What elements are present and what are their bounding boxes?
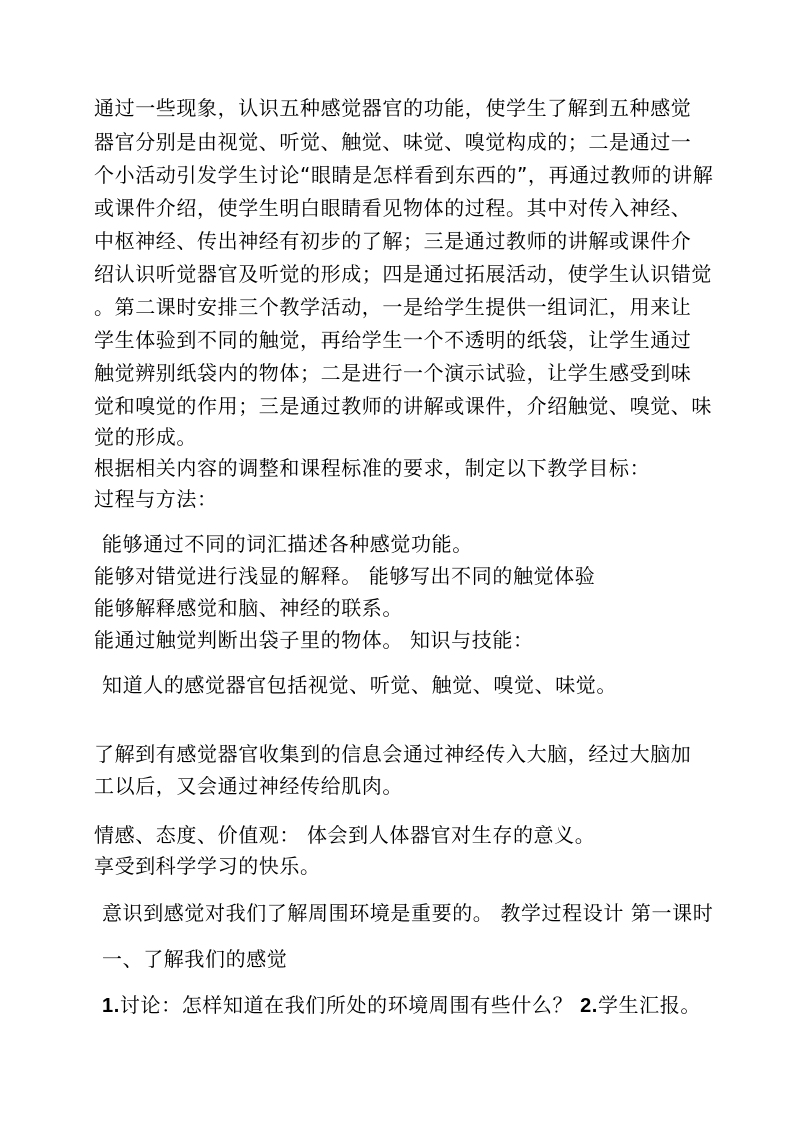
paragraph-2-line-2: 工以后，又会通过神经传给肌肉。 — [94, 774, 403, 798]
emotion-line: 情感、态度、价值观： 体会到人体器官对生存的意义。 — [94, 823, 596, 847]
process-item-3: 能够解释感觉和脑、神经的联系。 — [94, 596, 403, 620]
step-1-text: 讨论：怎样知道在我们所处的环境周围有些什么？ — [119, 993, 581, 1017]
paragraph-2-line-1: 了解到有感觉器官收集到的信息会通过神经传入大脑，经过大脑加 — [94, 742, 692, 766]
paragraph-1-line-6: 绍认识听觉器官及听觉的形成；四是通过拓展活动，使学生认识错觉 — [94, 262, 712, 286]
step-2-number: 2. — [580, 995, 598, 1017]
process-item-2: 能够对错觉进行浅显的解释。 能够写出不同的触觉体验 — [94, 564, 596, 588]
paragraph-1-line-7: 。第二课时安排三个教学活动，一是给学生提供一组词汇，用来让 — [94, 295, 692, 319]
paragraph-1-line-1: 通过一些现象，认识五种感觉器官的功能，使学生了解到五种感觉 — [94, 96, 692, 120]
process-heading: 过程与方法： — [94, 487, 218, 511]
paragraph-1-line-8: 学生体验到不同的触觉，再给学生一个不透明的纸袋，让学生通过 — [94, 328, 692, 352]
step-2-text: 学生汇报。 — [597, 993, 701, 1017]
process-item-4: 能通过触觉判断出袋子里的物体。 知识与技能： — [94, 628, 534, 652]
step-1-number: 1. — [102, 995, 120, 1017]
paragraph-1-line-2: 器官分别是由视觉、听觉、触觉、味觉、嗅觉构成的；二是通过一 — [94, 130, 692, 154]
paragraph-1-line-9: 触觉辨别纸袋内的物体；二是进行一个演示试验，让学生感受到味 — [94, 361, 692, 385]
paragraph-1-line-11: 觉的形成。 — [94, 425, 197, 449]
paragraph-1-line-3: 个小活动引发学生讨论“眼睛是怎样看到东西的”，再通过教师的讲解 — [94, 163, 714, 187]
awareness-line: 意识到感觉对我们了解周围环境是重要的。 教学过程设计 第一课时 — [102, 901, 714, 925]
paragraph-1-line-4: 或课件介绍，使学生明白眼睛看见物体的过程。其中对传入神经、 — [94, 196, 692, 220]
paragraph-1-line-5: 中枢神经、传出神经有初步的了解；三是通过教师的讲解或课件介 — [94, 229, 692, 253]
knowledge-item: 知道人的感觉器官包括视觉、听觉、触觉、嗅觉、味觉。 — [102, 673, 617, 697]
enjoy-line: 享受到科学学习的快乐。 — [94, 854, 321, 878]
section-1-title: 一、了解我们的感觉 — [102, 947, 288, 971]
goals-intro: 根据相关内容的调整和课程标准的要求，制定以下教学目标： — [94, 456, 651, 480]
paragraph-1-line-10: 觉和嗅觉的作用；三是通过教师的讲解或课件，介绍触觉、嗅觉、味 — [94, 394, 712, 418]
process-item-1: 能够通过不同的词汇描述各种感觉功能。 — [102, 532, 473, 556]
steps-line — [102, 991, 701, 1020]
